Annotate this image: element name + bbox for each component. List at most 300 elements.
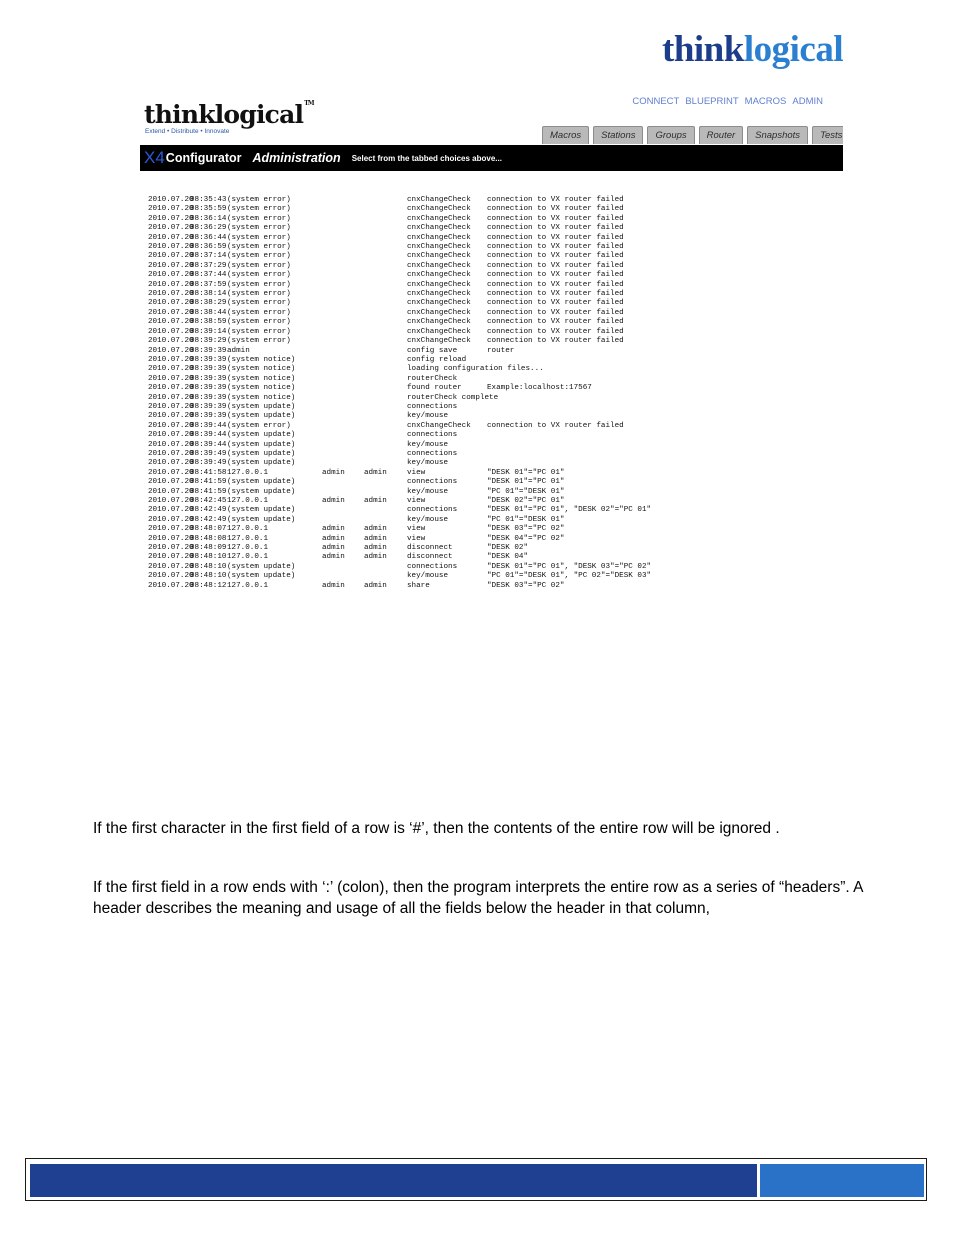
log-source: (system update) (227, 506, 296, 515)
log-action: cnxChangeCheck (407, 318, 471, 327)
log-date: 2010.07.20 (148, 261, 194, 270)
log-row (148, 290, 843, 299)
log-row (148, 196, 843, 205)
log-time: 08:39:39 (190, 374, 227, 383)
log-detail: connection to VX router failed (487, 421, 624, 430)
log-detail: "DESK 01"="PC 01", "DESK 02"="PC 01" (487, 506, 652, 515)
log-action: key/mouse (407, 572, 449, 581)
log-source: 127.0.0.1 (227, 581, 269, 589)
log-source: (system error) (227, 214, 291, 223)
log-time: 08:35:59 (190, 205, 227, 214)
log-u2: admin (364, 468, 387, 477)
log-row (148, 422, 843, 431)
log-source: (system error) (227, 252, 291, 261)
log-u1 (322, 422, 364, 431)
log-row (148, 309, 843, 318)
log-time: 08:42:45 (190, 497, 227, 505)
log-row (148, 544, 843, 553)
log-detail: connection to VX router failed (487, 261, 624, 270)
log-row (148, 252, 843, 261)
log-u2 (364, 431, 407, 440)
log-detail: connection to VX router failed (487, 243, 624, 252)
log-u1 (322, 412, 364, 421)
title-bar (140, 145, 843, 171)
log-detail (487, 459, 843, 468)
log-source: (system update) (227, 459, 296, 468)
log-u1 (322, 318, 364, 327)
log-action: cnxChangeCheck (407, 299, 471, 308)
log-source: (system update) (227, 562, 296, 571)
log-detail (487, 403, 843, 412)
log-detail: connection to VX router failed (487, 252, 624, 261)
log-time: 08:39:39 (190, 346, 227, 355)
log-time: 08:48:09 (190, 544, 227, 553)
log-detail: connection to VX router failed (487, 196, 624, 204)
log-u1 (322, 365, 364, 374)
log-action: config save (407, 346, 458, 355)
log-detail: "DESK 01"="PC 01" (487, 468, 565, 477)
log-date: 2010.07.20 (148, 271, 194, 280)
tab-router[interactable]: Router (699, 126, 744, 144)
tab-bar (542, 126, 843, 144)
log-u1 (322, 478, 364, 487)
log-source: 127.0.0.1 (227, 553, 269, 562)
log-date: 2010.07.20 (148, 459, 194, 468)
log-row (148, 412, 843, 421)
log-action: share (407, 581, 430, 589)
log-u1: admin (322, 468, 345, 477)
nav-connect[interactable]: CONNECT (632, 96, 680, 107)
log-time: 08:38:59 (190, 318, 227, 327)
log-detail (487, 356, 843, 365)
log-time: 08:41:58 (190, 468, 227, 477)
log-row (148, 469, 843, 478)
title-administration: Administration (252, 151, 341, 165)
log-detail: connection to VX router failed (487, 327, 624, 336)
log-action: cnxChangeCheck (407, 243, 471, 252)
title-hint: Select from the tabbed choices above... (351, 153, 502, 163)
log-action: routerCheck (407, 374, 458, 383)
log-date: 2010.07.20 (148, 355, 194, 364)
log-time: 08:42:49 (190, 506, 227, 515)
log-action: cnxChangeCheck (407, 337, 471, 346)
log-source: (system notice) (227, 384, 296, 393)
log-detail (487, 365, 843, 374)
log-detail: "DESK 01"="PC 01" (487, 478, 565, 487)
log-u1 (322, 563, 364, 572)
log-source: (system update) (227, 515, 296, 524)
log-detail: "DESK 03"="PC 02" (487, 581, 565, 589)
log-row (148, 535, 843, 544)
log-date: 2010.07.20 (148, 525, 194, 534)
log-date: 2010.07.20 (148, 299, 194, 308)
log-date: 2010.07.20 (148, 393, 194, 402)
log-action: cnxChangeCheck (407, 280, 471, 289)
log-action: cnxChangeCheck (407, 421, 471, 430)
log-u1 (322, 375, 364, 384)
log-u2 (364, 309, 407, 318)
log-row (148, 281, 843, 290)
brand-logo (662, 28, 843, 71)
log-u1 (322, 516, 364, 525)
log-date: 2010.07.20 (148, 478, 194, 487)
log-u2: admin (364, 553, 387, 562)
log-row (148, 384, 843, 393)
log-u2: admin (364, 525, 387, 534)
brand-logo-logical: logical (743, 29, 844, 70)
log-time: 08:48:08 (190, 534, 227, 543)
log-detail: router (487, 346, 515, 355)
log-source: (system error) (227, 337, 291, 346)
log-action: key/mouse (407, 487, 449, 496)
log-source: (system error) (227, 243, 291, 252)
log-date: 2010.07.20 (148, 365, 194, 374)
log-time: 08:36:44 (190, 233, 227, 242)
log-action: cnxChangeCheck (407, 196, 471, 204)
log-time: 08:35:43 (190, 196, 227, 204)
log-action: key/mouse (407, 515, 449, 524)
log-row (148, 328, 843, 337)
log-date: 2010.07.20 (148, 487, 194, 496)
log-u1 (322, 215, 364, 224)
log-action: cnxChangeCheck (407, 271, 471, 280)
log-row (148, 394, 843, 403)
log-detail (487, 394, 843, 403)
log-u1 (322, 243, 364, 252)
log-time: 08:36:59 (190, 243, 227, 252)
log-time: 08:39:39 (190, 402, 227, 411)
log-time: 08:48:10 (190, 553, 227, 562)
log-time: 08:38:14 (190, 290, 227, 299)
log-u1: admin (322, 581, 345, 589)
log-detail: "PC 01"="DESK 01" (487, 515, 565, 524)
log-date: 2010.07.20 (148, 431, 194, 440)
log-detail: "DESK 01"="PC 01", "DESK 03"="PC 02" (487, 562, 652, 571)
log-u2 (364, 412, 407, 421)
log-row (148, 459, 843, 468)
log-action: connections (407, 478, 458, 487)
log-time: 08:39:49 (190, 449, 227, 458)
log-action: cnxChangeCheck (407, 261, 471, 270)
log-detail: "DESK 04"="PC 02" (487, 534, 565, 543)
title-configurator: Configurator (165, 151, 242, 165)
log-row (148, 516, 843, 525)
log-time: 08:36:14 (190, 214, 227, 223)
log-u1 (322, 384, 364, 393)
log-u2 (364, 347, 407, 356)
log-time: 08:39:39 (190, 355, 227, 364)
log-source: (system error) (227, 196, 291, 204)
log-action: connections (407, 402, 458, 411)
log-date: 2010.07.20 (148, 318, 194, 327)
log-source: (system update) (227, 572, 296, 581)
log-date: 2010.07.20 (148, 243, 194, 252)
log-detail (487, 412, 843, 421)
log-u1 (322, 347, 364, 356)
log-u1: admin (322, 544, 345, 553)
log-source: 127.0.0.1 (227, 544, 269, 553)
log-action: connections (407, 431, 458, 440)
log-action: key/mouse (407, 412, 449, 421)
log-row (148, 497, 843, 506)
log-source: (system error) (227, 261, 291, 270)
log-detail: "DESK 03"="PC 02" (487, 525, 565, 534)
log-u1 (322, 271, 364, 280)
log-u1 (322, 252, 364, 261)
log-time: 08:39:39 (190, 365, 227, 374)
log-list (148, 196, 843, 589)
log-u2 (364, 281, 407, 290)
log-time: 08:39:44 (190, 440, 227, 449)
log-source: (system error) (227, 224, 291, 233)
log-u1: admin (322, 553, 345, 562)
log-source: (system notice) (227, 355, 296, 364)
log-row (148, 205, 843, 214)
log-u1 (322, 234, 364, 243)
app-logo-text: thinklogical (144, 100, 304, 129)
brand-logo-think: think (662, 29, 744, 70)
log-time: 08:39:39 (190, 412, 227, 421)
log-date: 2010.07.20 (148, 337, 194, 346)
log-u1 (322, 309, 364, 318)
log-row (148, 262, 843, 271)
log-detail: connection to VX router failed (487, 337, 624, 346)
log-date: 2010.07.20 (148, 534, 194, 543)
log-date: 2010.07.20 (148, 553, 194, 562)
log-source: (system notice) (227, 393, 296, 402)
log-source: (system update) (227, 478, 296, 487)
log-date: 2010.07.20 (148, 402, 194, 411)
log-source: (system notice) (227, 374, 296, 383)
log-action: view (407, 534, 426, 543)
log-date: 2010.07.20 (148, 562, 194, 571)
log-u2: admin (364, 544, 387, 553)
log-u1 (322, 328, 364, 337)
log-u2 (364, 403, 407, 412)
log-u2 (364, 328, 407, 337)
log-u2 (364, 441, 407, 450)
log-action: cnxChangeCheck (407, 205, 471, 214)
log-row (148, 572, 843, 581)
log-action: connections (407, 506, 458, 515)
log-time: 08:39:49 (190, 459, 227, 468)
log-date: 2010.07.20 (148, 581, 194, 589)
log-u1 (322, 299, 364, 308)
log-detail (487, 450, 843, 459)
log-row (148, 553, 843, 562)
log-action: cnxChangeCheck (407, 214, 471, 223)
log-source: (system error) (227, 280, 291, 289)
log-action: connections (407, 449, 458, 458)
log-action: key/mouse (407, 459, 449, 468)
log-time: 08:39:29 (190, 337, 227, 346)
log-u2 (364, 375, 407, 384)
log-source: (system notice) (227, 365, 296, 374)
log-row (148, 365, 843, 374)
log-date: 2010.07.20 (148, 252, 194, 261)
log-detail (487, 431, 843, 440)
footer-band-dark (30, 1164, 757, 1197)
log-time: 08:48:12 (190, 581, 227, 589)
log-date: 2010.07.20 (148, 412, 194, 421)
log-time: 08:38:29 (190, 299, 227, 308)
log-u2 (364, 459, 407, 468)
log-row (148, 525, 843, 534)
log-detail: "DESK 02" (487, 544, 529, 553)
log-source: 127.0.0.1 (227, 468, 269, 477)
tab-stations[interactable]: Stations (593, 126, 643, 144)
log-date: 2010.07.20 (148, 440, 194, 449)
log-u1 (322, 290, 364, 299)
log-date: 2010.07.20 (148, 374, 194, 383)
log-time: 08:41:59 (190, 487, 227, 496)
log-time: 08:48:07 (190, 525, 227, 534)
log-u2 (364, 506, 407, 515)
log-time: 08:39:39 (190, 393, 227, 402)
log-action: cnxChangeCheck (407, 233, 471, 242)
app-tagline: Extend • Distribute • Innovate (145, 128, 230, 135)
log-row (148, 271, 843, 280)
log-detail: connection to VX router failed (487, 271, 624, 280)
log-u1 (322, 572, 364, 581)
footer-bar (25, 1158, 927, 1201)
nav-admin[interactable]: ADMIN (792, 96, 823, 107)
log-source: 127.0.0.1 (227, 534, 269, 543)
log-date: 2010.07.20 (148, 515, 194, 524)
log-date: 2010.07.20 (148, 308, 194, 317)
log-detail: connection to VX router failed (487, 205, 624, 214)
log-detail: connection to VX router failed (487, 214, 624, 223)
log-time: 08:37:59 (190, 280, 227, 289)
log-source: (system update) (227, 412, 296, 421)
log-row (148, 299, 843, 308)
log-u2: admin (364, 581, 387, 589)
log-detail: connection to VX router failed (487, 233, 624, 242)
log-date: 2010.07.20 (148, 205, 194, 214)
log-u2 (364, 318, 407, 327)
log-date: 2010.07.20 (148, 233, 194, 242)
log-row (148, 337, 843, 346)
log-u2 (364, 205, 407, 214)
log-u1 (322, 394, 364, 403)
log-action: cnxChangeCheck (407, 327, 471, 336)
log-row (148, 563, 843, 572)
log-row (148, 478, 843, 487)
log-time: 08:37:14 (190, 252, 227, 261)
log-date: 2010.07.20 (148, 449, 194, 458)
log-action: view (407, 525, 426, 534)
log-row (148, 356, 843, 365)
log-u1 (322, 403, 364, 412)
tab-groups[interactable]: Groups (647, 126, 694, 144)
log-u2 (364, 365, 407, 374)
log-u2 (364, 271, 407, 280)
log-u1 (322, 205, 364, 214)
log-action: connections (407, 562, 458, 571)
log-source: (system update) (227, 487, 296, 496)
log-source: (system error) (227, 290, 291, 299)
log-action: cnxChangeCheck (407, 308, 471, 317)
nav-macros[interactable]: MACROS (744, 96, 787, 107)
log-row (148, 234, 843, 243)
log-action: view (407, 468, 426, 477)
tab-snapshots[interactable]: Snapshots (747, 126, 808, 144)
log-source: (system error) (227, 318, 291, 327)
log-row (148, 375, 843, 384)
log-detail (487, 441, 843, 450)
log-u2 (364, 337, 407, 346)
log-u2 (364, 394, 407, 403)
tab-tests[interactable]: Tests (812, 126, 843, 144)
log-time: 08:37:44 (190, 271, 227, 280)
log-date: 2010.07.20 (148, 290, 194, 299)
log-u1: admin (322, 497, 345, 505)
log-source: (system error) (227, 205, 291, 214)
log-action: cnxChangeCheck (407, 290, 471, 299)
log-detail: connection to VX router failed (487, 308, 624, 317)
log-u1 (322, 431, 364, 440)
log-action: config reload (407, 355, 467, 364)
log-u2 (364, 384, 407, 393)
log-u1 (322, 488, 364, 497)
log-row (148, 318, 843, 327)
log-u2 (364, 215, 407, 224)
log-time: 08:39:44 (190, 431, 227, 440)
log-u1: admin (322, 534, 345, 543)
log-u1 (322, 459, 364, 468)
log-source: (system update) (227, 440, 296, 449)
log-row (148, 488, 843, 497)
log-source: (system update) (227, 449, 296, 458)
log-u1 (322, 262, 364, 271)
log-detail: connection to VX router failed (487, 318, 624, 327)
log-date: 2010.07.20 (148, 214, 194, 223)
configurator-screenshot (140, 92, 843, 589)
log-u2 (364, 572, 407, 581)
log-date: 2010.07.20 (148, 327, 194, 336)
log-detail: connection to VX router failed (487, 224, 624, 233)
log-time: 08:36:29 (190, 224, 227, 233)
log-row (148, 582, 843, 589)
top-nav (632, 96, 823, 107)
nav-blueprint[interactable]: BLUEPRINT (685, 96, 739, 107)
log-source: (system error) (227, 327, 291, 336)
log-source: (system error) (227, 299, 291, 308)
trademark-mark: TM (304, 100, 314, 107)
tab-macros[interactable]: Macros (542, 126, 589, 144)
log-u2 (364, 422, 407, 431)
log-detail: connection to VX router failed (487, 299, 624, 308)
log-time: 08:39:44 (190, 421, 227, 430)
log-time: 08:41:59 (190, 478, 227, 487)
log-u2 (364, 196, 407, 205)
log-u2 (364, 224, 407, 233)
log-date: 2010.07.20 (148, 224, 194, 233)
log-u1 (322, 196, 364, 205)
log-action: cnxChangeCheck (407, 252, 471, 261)
log-date: 2010.07.20 (148, 468, 194, 477)
log-action: key/mouse (407, 440, 449, 449)
log-u2: admin (364, 497, 387, 505)
log-date: 2010.07.20 (148, 506, 194, 515)
log-action: loading configuration files... (407, 365, 544, 374)
log-row (148, 431, 843, 440)
log-action: routerCheck complete (407, 393, 499, 402)
log-date: 2010.07.20 (148, 421, 194, 430)
log-u2 (364, 290, 407, 299)
log-source: (system error) (227, 271, 291, 280)
log-source: (system update) (227, 431, 296, 440)
